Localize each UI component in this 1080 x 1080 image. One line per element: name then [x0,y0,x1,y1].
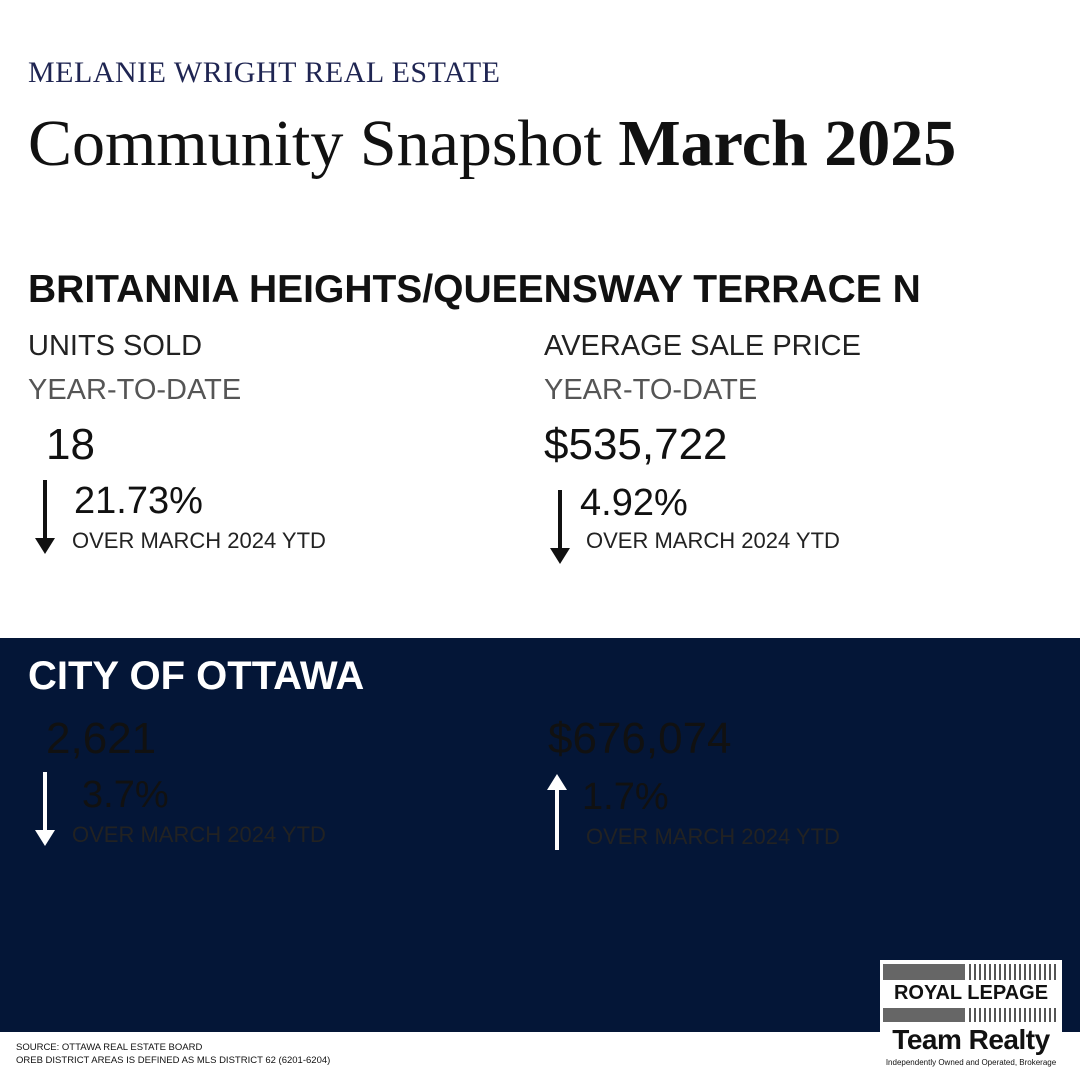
title-date: March 2025 [618,107,957,180]
city-units-change: 3.7% [82,774,169,816]
price-ytd-label: YEAR-TO-DATE [544,374,758,406]
logo-team-realty: Team Realty [892,1024,1050,1055]
units-sold-label: UNITS SOLD [28,330,203,362]
city-name: CITY OF OTTAWA [28,654,365,698]
city-units-value: 2,621 [46,714,157,763]
city-price-value: $676,074 [548,714,732,763]
community-price-change: 4.92% [580,482,688,524]
source-line-1: SOURCE: OTTAWA REAL ESTATE BOARD [16,1042,203,1053]
source-line-2: OREB DISTRICT AREAS IS DEFINED AS MLS DISTRICT 62 (6201-6204) [16,1055,331,1066]
community-units-change: 21.73% [74,480,203,522]
logo-bar-top [883,964,1059,980]
city-price-change-caption: OVER MARCH 2024 YTD [586,824,840,849]
community-name: BRITANNIA HEIGHTS/QUEENSWAY TERRACE N [28,268,921,311]
source-note [16,1041,330,1067]
city-price-change: 1.7% [582,776,669,818]
arrow-up-icon [545,772,569,852]
title-regular: Community Snapshot [28,107,602,180]
logo-tagline: Independently Owned and Operated, Brokerage [885,1058,1057,1067]
units-ytd-label: YEAR-TO-DATE [28,374,242,406]
arrow-down-icon [33,770,57,848]
royal-lepage-logo [880,960,1062,1074]
community-units-value: 18 [46,420,95,469]
brand-name: MELANIE WRIGHT REAL ESTATE [28,56,501,89]
community-units-change-caption: OVER MARCH 2024 YTD [72,528,326,553]
avg-price-label: AVERAGE SALE PRICE [544,330,861,362]
city-units-change-caption: OVER MARCH 2024 YTD [72,822,326,847]
community-price-change-caption: OVER MARCH 2024 YTD [586,528,840,553]
page-title [28,106,956,182]
community-price-value: $535,722 [544,420,728,469]
logo-bar-middle [883,1008,1059,1022]
logo-royal-lepage: ROYAL LEPAGE [893,982,1049,1004]
arrow-down-icon [548,488,572,566]
arrow-down-icon [33,478,57,556]
